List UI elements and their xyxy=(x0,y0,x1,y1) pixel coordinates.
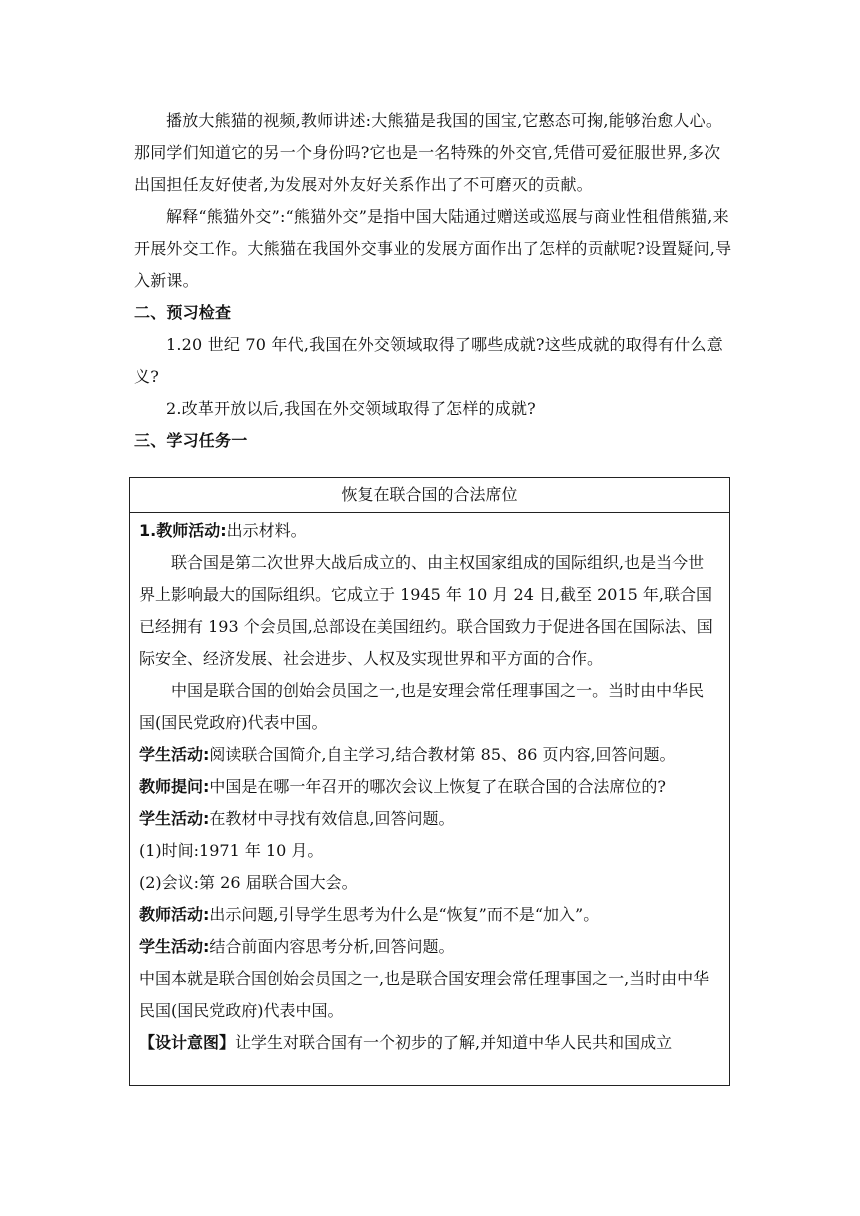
preview-question-1: 1.20 世纪 70 年代,我国在外交领域取得了哪些成就?这些成就的取得有什么意义? xyxy=(134,335,723,386)
intro-paragraph-2: 解释“熊猫外交”:“熊猫外交”是指中国大陆通过赠送或巡展与商业性租借熊猫,来开展外交工作。大熊猫在我国外交事业的发展方面作出了怎样的贡献呢?设置疑问,导入新课。 xyxy=(134,207,732,290)
teacher-activity-line-2 xyxy=(139,899,720,931)
preview-question-2: 2.改革开放以后,我国在外交领域取得了怎样的成就? xyxy=(166,399,536,418)
design-intent-line xyxy=(139,1027,720,1059)
answer-time: (1)时间:1971 年 10 月。 xyxy=(139,841,324,860)
student-activity-text: 结合前面内容思考分析,回答问题。 xyxy=(209,937,455,956)
teacher-activity-line xyxy=(139,515,720,547)
un-intro-paragraph: 联合国是第二次世界大战后成立的、由主权国家组成的国际组织,也是当今世界上影响最大的国际组织。它成立于 1945 年 10 月 24 日,截至 2015 年,联合国已经拥有 193 个会员国,总部设在美国纽约。联合国致力于促进各国在国际法、国际安全、经济发展、社会进步、人权及实现世界和平方面的合作。 xyxy=(139,553,713,668)
intro-paragraph-1: 播放大熊猫的视频,教师讲述:大熊猫是我国的国宝,它憨态可掬,能够治愈人心。那同学们知道它的另一个身份吗?它也是一名特殊的外交官,凭借可爱征服世界,多次出国担任友好使者,为发展对外友好关系作出了不可磨灭的贡献。 xyxy=(134,111,723,194)
teacher-question-text: 中国是在哪一年召开的哪次会议上恢复了在联合国的合法席位的? xyxy=(209,777,666,796)
design-intent-label: 【设计意图】 xyxy=(139,1033,236,1052)
teacher-activity-text: 出示材料。 xyxy=(226,521,307,540)
design-intent-text: 让学生对联合国有一个初步的了解,并知道中华人民共和国成立 xyxy=(235,1033,673,1052)
student-activity-text: 阅读联合国简介,自主学习,结合教材第 85、86 页内容,回答问题。 xyxy=(209,745,676,764)
student-activity-label: 学生活动: xyxy=(139,745,210,764)
student-activity-line-2 xyxy=(139,803,720,835)
explanation-paragraph: 中国本就是联合国创始会员国之一,也是联合国安理会常任理事国之一,当时由中华民国(国民党政府)代表中国。 xyxy=(139,969,710,1020)
answer-meeting: (2)会议:第 26 届联合国大会。 xyxy=(139,873,358,892)
student-activity-text: 在教材中寻找有效信息,回答问题。 xyxy=(209,809,455,828)
student-activity-line-1 xyxy=(139,739,720,771)
intro-section xyxy=(134,105,732,457)
section-heading-task-1: 三、学习任务一 xyxy=(134,431,248,450)
teacher-question-line xyxy=(139,771,720,803)
student-activity-label: 学生活动: xyxy=(139,809,210,828)
table-title: 恢复在联合国的合法席位 xyxy=(130,478,729,513)
teacher-question-label: 教师提问: xyxy=(139,777,210,796)
table-body xyxy=(130,513,729,1059)
teacher-activity-text: 出示问题,引导学生思考为什么是“恢复”而不是“加入”。 xyxy=(209,905,600,924)
student-activity-line-3 xyxy=(139,931,720,963)
teacher-activity-label: 教师活动: xyxy=(139,905,210,924)
china-founding-paragraph: 中国是联合国的创始会员国之一,也是安理会常任理事国之一。当时由中华民国(国民党政府)代表中国。 xyxy=(139,681,705,732)
student-activity-label: 学生活动: xyxy=(139,937,210,956)
task-table xyxy=(129,477,730,1086)
section-heading-preview: 二、预习检查 xyxy=(134,303,232,322)
teacher-activity-label: 1.教师活动: xyxy=(139,521,227,540)
